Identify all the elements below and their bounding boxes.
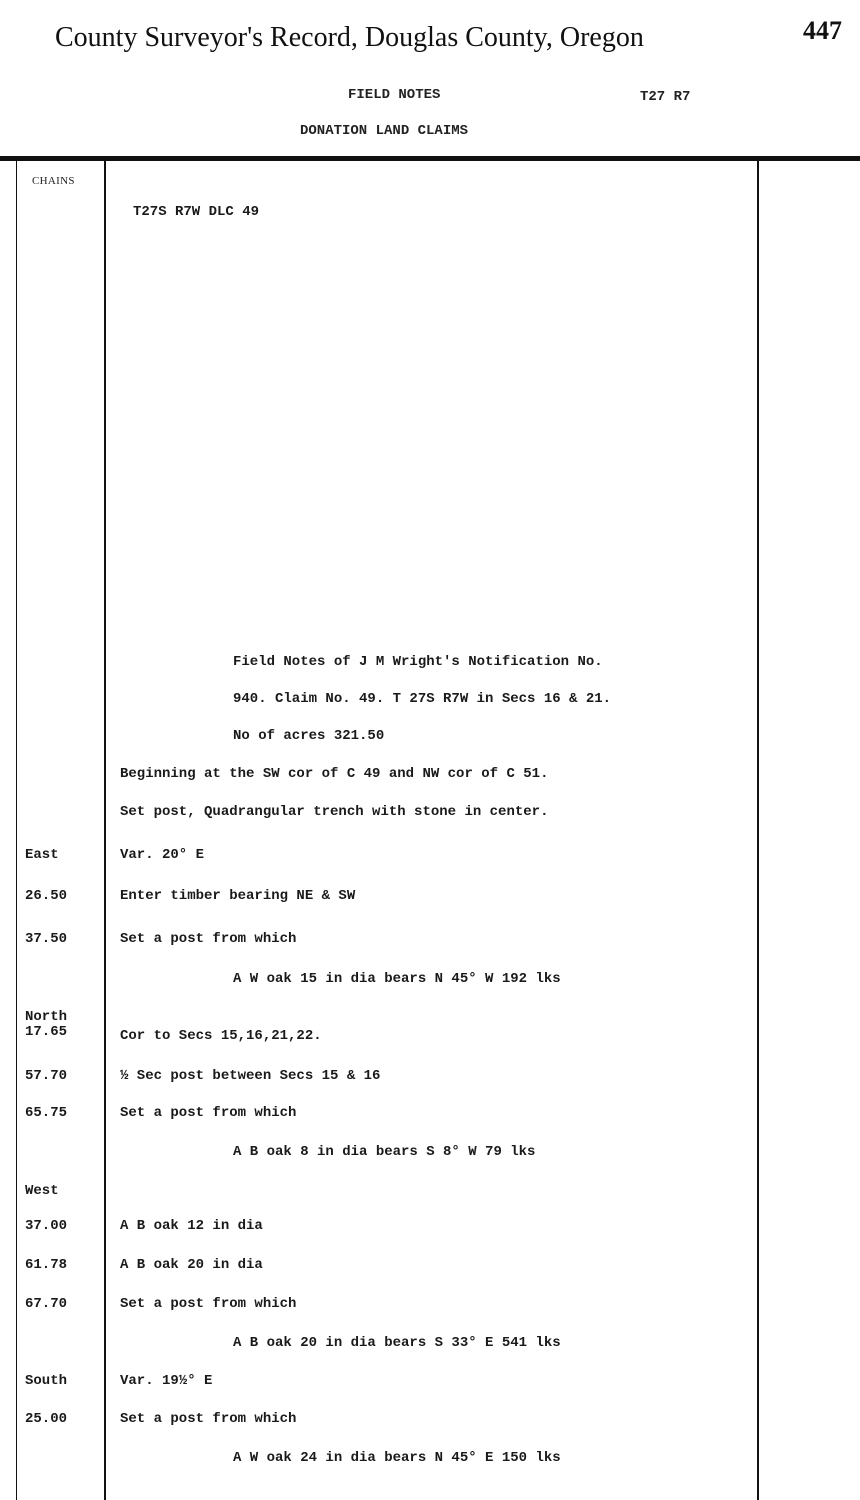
- chain-distance: 17.65: [25, 1024, 68, 1040]
- chain-direction: West: [25, 1183, 59, 1199]
- bearing-tree-note: A W oak 15 in dia bears N 45° W 192 lks: [233, 971, 561, 987]
- intro-line: No of acres 321.50: [233, 728, 385, 744]
- chains-column-header: CHAINS: [32, 175, 75, 187]
- chain-distance: 61.78: [25, 1257, 68, 1273]
- chain-direction: North: [25, 1009, 68, 1025]
- field-note-text: Cor to Secs 15,16,21,22.: [120, 1028, 322, 1044]
- chain-direction: South: [25, 1373, 68, 1389]
- chains-column-divider: [104, 160, 106, 1500]
- bearing-tree-note: A W oak 24 in dia bears N 45° E 150 lks: [233, 1450, 561, 1466]
- field-note-text: Var. 19½° E: [120, 1373, 213, 1389]
- page-number: 447: [803, 16, 842, 45]
- field-notes-heading: FIELD NOTES: [348, 87, 441, 103]
- chain-distance: 37.50: [25, 931, 68, 947]
- field-note-text: ½ Sec post between Secs 15 & 16: [120, 1068, 381, 1084]
- field-note-text: Set a post from which: [120, 1411, 297, 1427]
- chain-distance: 26.50: [25, 888, 68, 904]
- bearing-tree-note: A B oak 20 in dia bears S 33° E 541 lks: [233, 1335, 561, 1351]
- chain-distance: 57.70: [25, 1068, 68, 1084]
- intro-line: 940. Claim No. 49. T 27S R7W in Secs 16 & 21.: [233, 691, 612, 707]
- right-margin-line: [757, 160, 759, 1500]
- field-note-text: A B oak 12 in dia: [120, 1218, 263, 1234]
- bearing-tree-note: A B oak 8 in dia bears S 8° W 79 lks: [233, 1144, 536, 1160]
- field-note-text: A B oak 20 in dia: [120, 1257, 263, 1273]
- township-range-label: T27 R7: [640, 89, 691, 105]
- claim-heading: T27S R7W DLC 49: [133, 204, 260, 220]
- header-rule: [0, 156, 860, 161]
- field-note-text: Var. 20° E: [120, 847, 205, 863]
- field-note-text: Enter timber bearing NE & SW: [120, 888, 356, 904]
- chain-distance: 37.00: [25, 1218, 68, 1234]
- section-heading: DONATION LAND CLAIMS: [300, 123, 469, 139]
- field-note-text: Set a post from which: [120, 1296, 297, 1312]
- chain-distance: 25.00: [25, 1411, 68, 1427]
- intro-line: Field Notes of J M Wright's Notification No.: [233, 654, 603, 670]
- field-note-text: Set a post from which: [120, 931, 297, 947]
- beginning-line: Set post, Quadrangular trench with stone in center.: [120, 804, 549, 820]
- field-note-text: Set a post from which: [120, 1105, 297, 1121]
- left-margin-line: [16, 160, 17, 1500]
- chain-direction: East: [25, 847, 59, 863]
- beginning-line: Beginning at the SW cor of C 49 and NW cor of C 51.: [120, 766, 549, 782]
- chain-distance: 65.75: [25, 1105, 68, 1121]
- record-title: County Surveyor's Record, Douglas County, Oregon: [55, 22, 644, 53]
- chain-distance: 67.70: [25, 1296, 68, 1312]
